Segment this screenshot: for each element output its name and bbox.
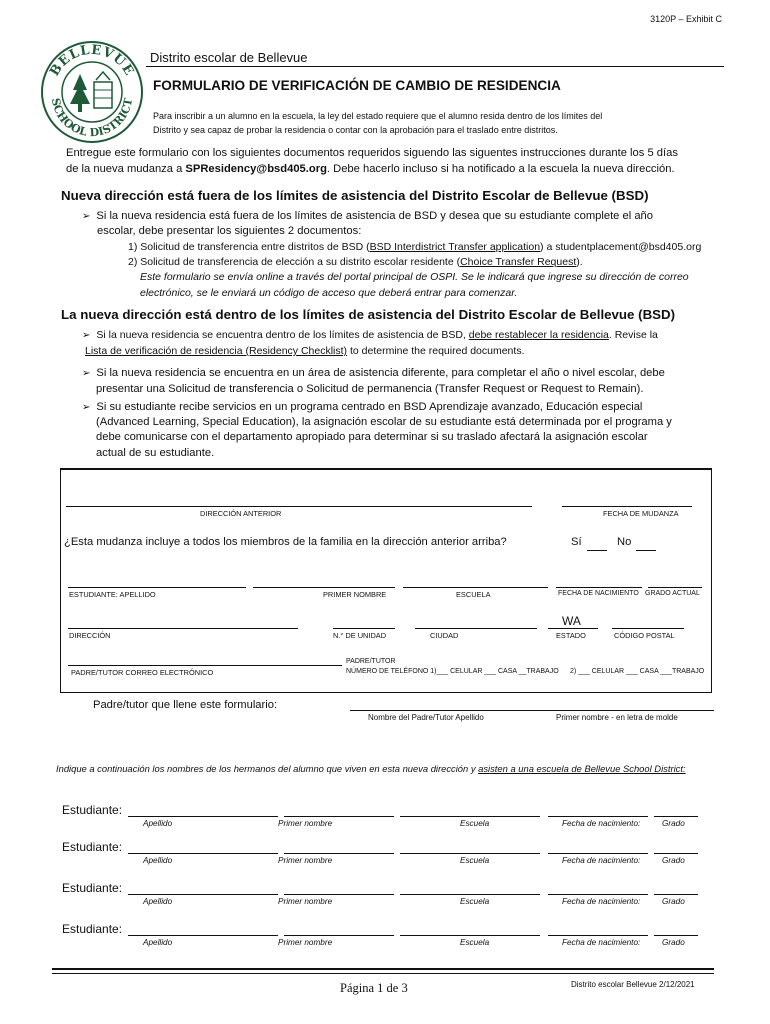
sibling-birth-label: Fecha de nacimiento:	[562, 897, 641, 906]
sibling-last-label: Apellido	[143, 819, 173, 828]
choice-transfer-link[interactable]: Choice Transfer Request	[460, 256, 577, 268]
exhibit-label: 3120P – Exhibit C	[650, 14, 722, 24]
sibling-school-input[interactable]	[400, 894, 540, 895]
page-number: Página 1 de 3	[340, 981, 408, 995]
section-outside-bullet-cont: escolar, debe presentar los siguientes 2 documentos:	[97, 225, 362, 237]
inside-bullet-3-cont1: (Advanced Learning, Special Education), la asignación escolar de su estudiante está determinada por el programa y	[96, 416, 672, 428]
yes-label: Sí	[571, 536, 582, 548]
student-label: Estudiante:	[62, 881, 123, 895]
form-title: FORMULARIO DE VERIFICACIÓN DE CAMBIO DE RESIDENCIA	[153, 78, 561, 93]
sibling-first-input[interactable]	[284, 853, 394, 854]
district-logo	[40, 40, 144, 144]
inside-bullet-3: ➢ Si su estudiante recibe servicios en un programa centrado en BSD Aprendizaje avanzado, Educación especial	[82, 401, 643, 413]
sibling-last-label: Apellido	[143, 938, 173, 947]
state-label: ESTADO	[556, 631, 586, 640]
prev-address-label: DIRECCIÓN ANTERIOR	[200, 509, 282, 518]
email-input[interactable]	[68, 665, 342, 666]
sibling-birth-label: Fecha de nacimiento:	[562, 938, 641, 947]
sibling-last-input[interactable]	[128, 853, 278, 854]
arrow-bullet-icon: ➢	[82, 330, 91, 341]
sibling-school-label: Escuela	[460, 856, 490, 865]
sibling-last-input[interactable]	[128, 894, 278, 895]
intro-line-2: Distrito y sea capaz de probar la residencia o contar con la aprobación para el traslado entre distritos.	[153, 125, 558, 135]
school-label: ESCUELA	[456, 590, 491, 599]
sibling-grade-input[interactable]	[654, 935, 698, 936]
zip-label: CÓDIGO POSTAL	[614, 631, 675, 640]
doc-item-2: 2) Solicitud de transferencia de elección a su distrito escolar residente (Choice Transfer Request).	[128, 256, 583, 268]
siblings-intro: Indique a continuación los nombres de los hermanos del alumno que viven en esta nueva dirección y asisten a una escuela de Bellevue School District:	[56, 763, 686, 774]
sibling-grade-input[interactable]	[654, 894, 698, 895]
move-date-label: FECHA DE MUDANZA	[603, 509, 679, 518]
residency-checklist-link[interactable]: de verificación de residencia (Residency Checklist)	[107, 345, 348, 357]
prev-address-input[interactable]	[66, 506, 532, 507]
sibling-birth-input[interactable]	[548, 853, 648, 854]
intro-line-1: Para inscribir a un alumno en la escuela, la ley del estado requiere que el alumno resida dentro de los límites del	[153, 111, 603, 121]
first-name-label: PRIMER NOMBRE	[323, 590, 387, 599]
sibling-school-label: Escuela	[460, 819, 490, 828]
sibling-school-label: Escuela	[460, 938, 490, 947]
ospi-note-2: electrónico, se le enviará un código de acceso que deberá entrar para comenzar.	[140, 287, 518, 299]
city-label: CIUDAD	[430, 631, 459, 640]
student-first-input[interactable]	[253, 587, 395, 588]
interdistrict-transfer-link[interactable]: BSD Interdistrict Transfer application	[369, 241, 541, 253]
arrow-bullet-icon: ➢	[82, 211, 91, 222]
sibling-school-input[interactable]	[400, 816, 540, 817]
section-inside-heading: La nueva dirección está dentro de los límites de asistencia del Distrito Escolar de Bellevue (BSD)	[61, 307, 676, 322]
email-label: PADRE/TUTOR CORREO ELECTRÓNICO	[71, 668, 214, 677]
sibling-first-label: Primer nombre	[278, 938, 333, 947]
district-name: Distrito escolar de Bellevue	[150, 50, 308, 65]
guardian-first-label: Primer nombre - en letra de molde	[556, 713, 678, 722]
sibling-grade-label: Grado	[662, 819, 685, 828]
phone2-label: 2) ___ CELULAR ___ CASA ___TRABAJO	[570, 668, 705, 675]
guardian-last-label: Nombre del Padre/Tutor Apellido	[368, 713, 484, 722]
yes-blank[interactable]	[587, 550, 607, 551]
sibling-last-input[interactable]	[128, 935, 278, 936]
sibling-grade-label: Grado	[662, 938, 685, 947]
school-input[interactable]	[403, 587, 548, 588]
state-input[interactable]	[548, 628, 598, 629]
guardian-label: Padre/tutor que llene este formulario:	[93, 699, 278, 711]
lista-label: Lista	[85, 345, 108, 357]
svg-text:BELLEVUE	[47, 43, 136, 79]
sibling-school-input[interactable]	[400, 853, 540, 854]
sibling-grade-input[interactable]	[654, 816, 698, 817]
sibling-birth-input[interactable]	[548, 894, 648, 895]
footer-date: Distrito escolar Bellevue 2/12/2021	[571, 980, 695, 989]
inside-bullet-2-cont: presentar una Solicitud de transferencia o Solicitud de permanencia (Transfer Request or Request to Remain).	[96, 383, 644, 395]
sibling-last-label: Apellido	[143, 856, 173, 865]
sibling-first-label: Primer nombre	[278, 819, 333, 828]
student-last-input[interactable]	[68, 587, 246, 588]
arrow-bullet-icon: ➢	[82, 402, 91, 413]
sibling-first-input[interactable]	[284, 894, 394, 895]
doc-item-1: 1) Solicitud de transferencia entre distritos de BSD (BSD Interdistrict Transfer application) a studentplacement@bsd405.org	[128, 241, 702, 253]
inside-bullet-3-cont2: debe comunicarse con el departamento apropiado para determinar si su traslado afectará la asignación escolar	[96, 431, 648, 443]
arrow-bullet-icon: ➢	[82, 368, 91, 379]
sibling-school-input[interactable]	[400, 935, 540, 936]
student-label: Estudiante:	[62, 840, 123, 854]
guardian-name-input[interactable]	[350, 710, 714, 711]
sibling-first-label: Primer nombre	[278, 897, 333, 906]
reestablish-residency-link[interactable]: debe restablecer la residencia	[468, 329, 609, 341]
student-last-label: ESTUDIANTE: APELLIDO	[69, 590, 156, 599]
unit-input[interactable]	[333, 628, 395, 629]
address-label: DIRECCIÓN	[69, 631, 111, 640]
submit-instructions-2: de la nueva mudanza a SPResidency@bsd405.org. Debe hacerlo incluso si ha notificado a la escuela la nueva dirección.	[66, 163, 675, 175]
sibling-birth-label: Fecha de nacimiento:	[562, 819, 641, 828]
state-value: WA	[562, 614, 581, 628]
logo-text-bottom: SCHOOL DISTRICT	[48, 97, 136, 140]
family-question: ¿Esta mudanza incluye a todos los miembros de la familia en la dirección anterior arriba?	[64, 536, 507, 548]
sibling-grade-label: Grado	[662, 897, 685, 906]
sibling-grade-label: Grado	[662, 856, 685, 865]
section-outside-heading: Nueva dirección está fuera de los límites de asistencia del Distrito Escolar de Bellevue (BSD)	[61, 188, 649, 203]
logo-text-top: BELLEVUE	[47, 42, 137, 79]
sibling-first-input[interactable]	[284, 816, 394, 817]
sibling-grade-input[interactable]	[654, 853, 698, 854]
section-outside-bullet: ➢ Si la nueva residencia está fuera de los límites de asistencia de BSD y desea que su estudiante complete el año	[82, 210, 653, 222]
sibling-birth-input[interactable]	[548, 816, 648, 817]
sibling-last-label: Apellido	[143, 897, 173, 906]
inside-bullet-1: ➢ Si la nueva residencia se encuentra dentro de los límites de asistencia de BSD, debe restablecer la residencia. Revise la	[82, 329, 658, 341]
district-seal-icon	[40, 40, 144, 144]
city-input[interactable]	[415, 628, 537, 629]
sibling-first-input[interactable]	[284, 935, 394, 936]
sibling-birth-input[interactable]	[548, 935, 648, 936]
phone-title: PADRE/TUTOR	[346, 658, 396, 665]
siblings-intro-underlined: asisten a una escuela de Bellevue School District:	[478, 763, 686, 774]
ospi-note-1: Este formulario se envía online a través del portal principal de OSPI. Se le indicará que ingrese su dirección de correo	[140, 271, 689, 283]
grade-input[interactable]	[648, 587, 702, 588]
submit-email: SPResidency@bsd405.org	[185, 163, 327, 175]
student-label: Estudiante:	[62, 803, 123, 817]
inside-bullet-2: ➢ Si la nueva residencia se encuentra en un área de asistencia diferente, para completar el año o nivel escolar, debe	[82, 367, 665, 379]
phone-label: NÚMERO DE TELÉFONO 1)___ CELULAR ___ CASA __TRABAJO	[346, 668, 559, 675]
zip-input[interactable]	[612, 628, 684, 629]
address-input[interactable]	[68, 628, 298, 629]
no-label: No	[617, 536, 632, 548]
grade-label: GRADO ACTUAL	[645, 590, 700, 597]
sibling-first-label: Primer nombre	[278, 856, 333, 865]
unit-label: N.° DE UNIDAD	[333, 631, 387, 640]
sibling-school-label: Escuela	[460, 897, 490, 906]
sibling-last-input[interactable]	[128, 816, 278, 817]
sibling-birth-label: Fecha de nacimiento:	[562, 856, 641, 865]
birth-date-input[interactable]	[556, 587, 642, 588]
inside-bullet-3-cont3: actual de su estudiante.	[96, 447, 215, 459]
inside-bullet-1-cont: Lista de verificación de residencia (Residency Checklist) to determine the required documents.	[85, 345, 525, 357]
student-label: Estudiante:	[62, 922, 123, 936]
no-blank[interactable]	[636, 550, 656, 551]
submit-instructions-1: Entregue este formulario con los siguientes documentos requeridos siguendo las siguentes instrucciones durante los 5 días	[66, 147, 678, 159]
birth-date-label: FECHA DE NACIMIENTO	[558, 590, 639, 597]
move-date-input[interactable]	[562, 506, 692, 507]
